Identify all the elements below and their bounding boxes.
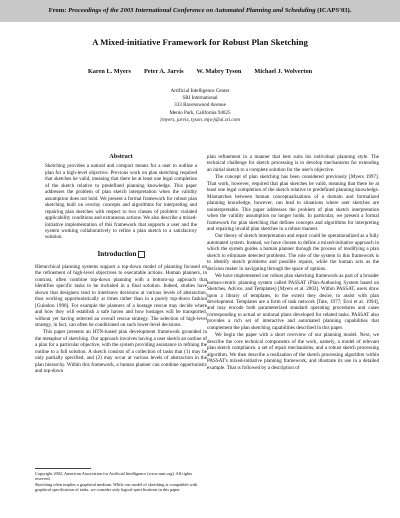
author-name: Peter A. Jarvis xyxy=(143,68,184,75)
left-column xyxy=(35,154,207,376)
author-emails: {myers, jarvis, tyson, mjw}@ai.sri.com xyxy=(160,116,240,123)
source-prefix: From: xyxy=(48,7,69,14)
footnote-divider xyxy=(35,468,91,469)
affiliation-center: Artificial Intelligence Center xyxy=(170,88,230,94)
abstract-heading: Abstract xyxy=(109,153,133,160)
paper-title: A Mixed-initiative Framework for Robust Plan Sketching xyxy=(92,37,308,47)
body-paragraph-0: plan refinement in a manner that best suits his individual planning style. The technical challenge for sketch processing is to develop mechanisms for extending an initial sketch to a complete solution for the user's objective. xyxy=(207,154,379,173)
source-tail: (ICAPS'03). xyxy=(315,7,352,14)
author-name: Karen L. Myers xyxy=(87,68,131,75)
author-list xyxy=(0,68,400,75)
body-paragraph-3: We have implemented our robust plan sketching framework as part of a broader human-centric planning system called PASSAT (Plan-Authoring System based on Sketches, Advice, and Templates) [Myers et al. 2002]. Within PASSAT, users draw upon a library of templates, to the extent they desire, to assist with plan development. Templates are a form of task network [Tate, 1977; Erol et al. 1994], and may encode both parameterized standard operating procedures and cases corresponding to actual or notional plans developed for related tasks. PASSAT also provides a rich set of interactive and automated planning capabilities that complement the plan sketching capabilities described in this paper. xyxy=(207,273,379,331)
affiliation-block xyxy=(0,88,400,124)
author-name: Michael J. Wolverton xyxy=(254,68,313,75)
body-paragraph-2: Our theory of sketch interpretation and repair could be operationalized as a fully automated system. Instead, we have chosen to define a mixed-initiative approach in which the system guides a human planner through the process of modifying a plan sketch to eliminate detected problems. The role of the system in this framework is to identify sketch problems and possible repairs, while the human acts as the decision maker in navigating through the space of options. xyxy=(207,233,379,272)
affiliation-city: Menlo Park, California 94025 xyxy=(169,109,231,116)
abstract-text: Sketching provides a natural and compact means for a user to outline a plan for a high-level objective. Previous work on plan sketching required that sketches be valid, meaning that there be at least one legal completion of the sketch relative to predefined planning knowledge. This paper addresses the problem of plan sketch interpretation when the validity assumption does not hold. We present a formal framework for robust plan sketching built on overlay concepts and algorithms for interpreting and repairing plan sketches with respect to two classes of problem: violated applicability conditions and extraneous actions. We also describe a mixed-initiative implementation of this framework that supports a user and the system working collaboratively to refine a plan sketch to a satisfactory solution. xyxy=(45,163,197,241)
right-column xyxy=(207,154,379,372)
author-name: W. Mabry Tyson xyxy=(196,68,242,75)
affiliation-org: SRI International xyxy=(182,95,218,102)
source-name: Proceedings of the 2003 International Conference on Automated Planning and Scheduling xyxy=(68,7,316,14)
footnotes xyxy=(35,468,207,493)
intro-heading xyxy=(35,251,207,258)
body-paragraph-4: We begin the paper with a short overview of our planning model. Next, we describe the core technical components of the work, namely, a model of relevant plan sketch compliance, a set of repair mechanisms, and a robust sketch processing algorithm. We then describe a realization of the sketch processing algorithm within PASSAT's mixed-initiative planning framework, and illustrate its use in a detailed example. That is followed by a description of xyxy=(207,332,379,371)
footnote-mark-icon xyxy=(138,251,145,258)
intro-heading-text: Introduction xyxy=(97,249,137,258)
affiliation-street: 333 Ravenswood Avenue xyxy=(174,102,226,109)
footnote-1: Sketching often implies a graphical medium. While our model of sketching is compatible with graphical specification of tasks, we consider only logical specifications in this paper. xyxy=(35,481,198,493)
intro-paragraph-2: This paper presents an HTN-based plan development framework grounded in the metaphor of sketching. Our approach involves having a user sketch an outline of a plan for a particular objective, with the system providing assistance in refining the outline to a full solution. A sketch consists of a collection of tasks that (1) may be only partially specified, and (2) may occur at various levels of abstraction in the plan hierarchy. Within this framework, a human planner can combine opportunistic and top-down xyxy=(35,329,207,375)
source-header xyxy=(0,0,400,22)
intro-paragraph-1: Hierarchical planning systems support a top-down model of planning focused on the refinement of high-level objectives to executable actions. Human planners, in contrast, often combine top-down planning with a bottom-up approach that identifies specific tasks to be included in a final solution. Indeed, studies have shown that designers tend to interleave decisions at various levels of abstraction, thus working opportunistically at times rather than in a purely top-down fashion [Guindon 1990]. For example the planners of a hostage rescue may decide where and how they will establish a safe haven and how hostages will be transported, without yet having selected an overall rescue strategy. The selection of high-level strategy, in fact, can often be conditioned on such lower-level decisions. xyxy=(35,263,207,328)
copyright-notice: Copyright 2002, American Association for Artificial Intelligence (www.aaai.org). All rights reserved. xyxy=(35,471,193,482)
body-paragraph-1: The concept of plan sketching has been considered previously [Myers 1997]. That work, however, required that plan sketches be valid, meaning that there be at least one legal completion of the sketch relative to predefined planning knowledge. Mismatches between human conceptualizations of a domain and formalized planning knowledge, however, can lead to situations where user sketches are uninterpretable. This paper addresses the problem of plan sketch interpretation when the validity assumption no longer holds. In particular, we present a formal framework for plan sketching that defines concepts and algorithms for interpreting and repairing invalid plan sketches in a robust manner. xyxy=(207,174,379,232)
